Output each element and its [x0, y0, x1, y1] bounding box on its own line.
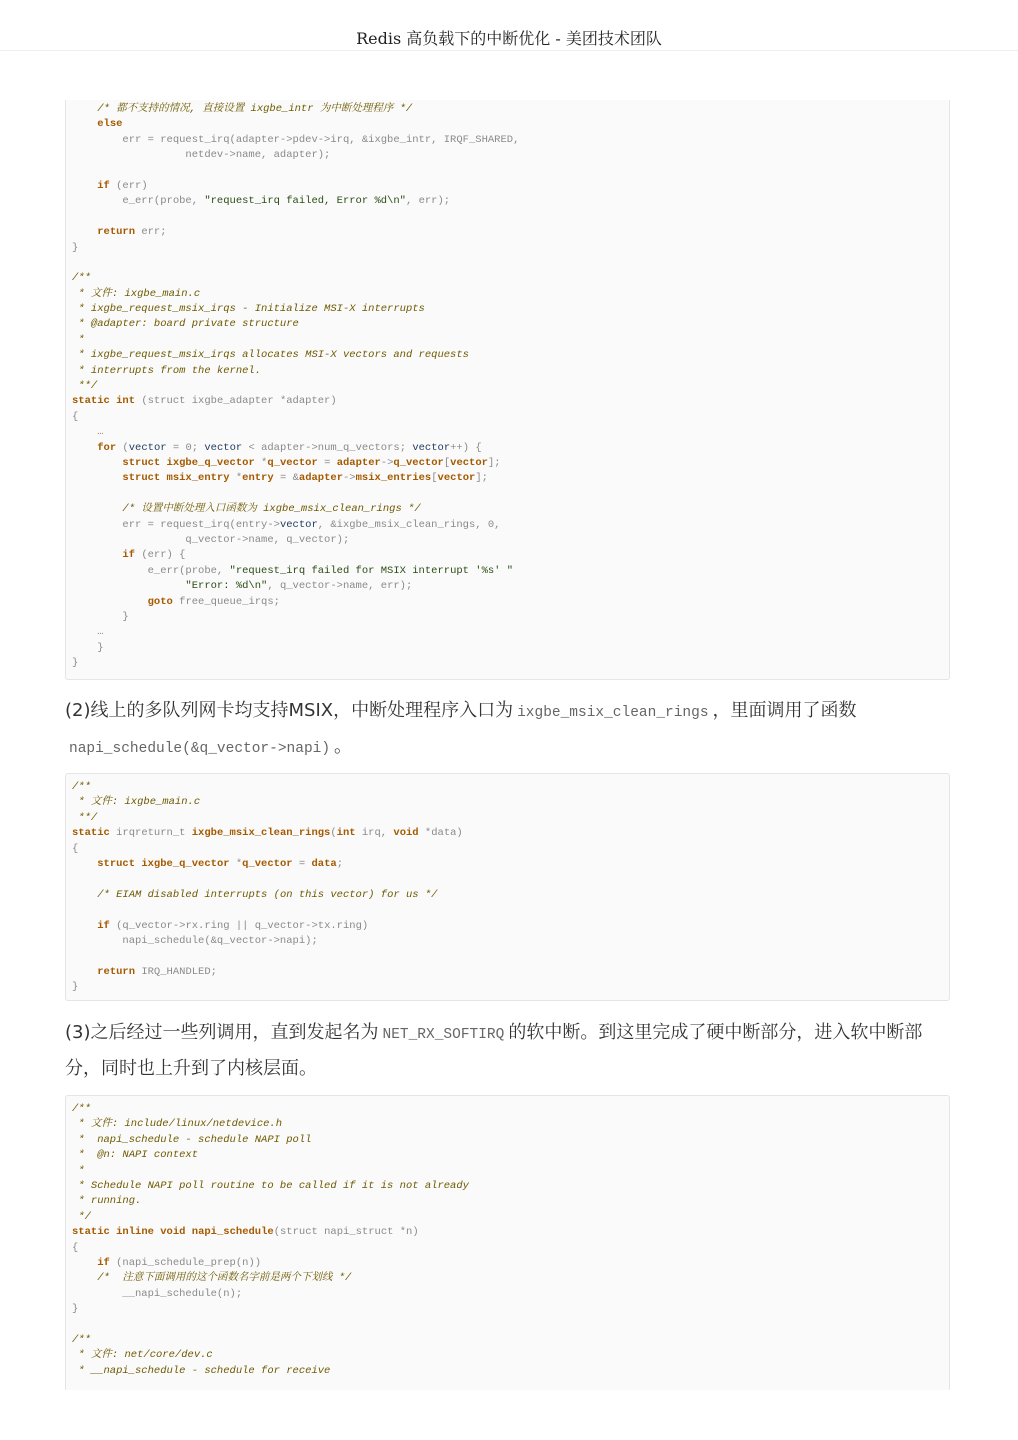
code-token	[72, 1272, 97, 1284]
code-token: * napi_schedule - schedule NAPI poll	[72, 1133, 312, 1146]
code-line	[72, 610, 949, 625]
code-line	[72, 102, 949, 117]
code-line	[72, 1348, 949, 1363]
code-token: goto	[147, 595, 173, 608]
inline-code: ixgbe_msix_clean_rings	[517, 705, 709, 721]
code-line	[72, 302, 949, 317]
code-line	[72, 1241, 949, 1256]
code-line	[72, 471, 949, 486]
code-token: "request_irq failed for MSIX interrupt '%s' "	[229, 564, 514, 577]
code-token: =	[317, 456, 337, 469]
code-token: /**	[72, 272, 91, 285]
code-token	[72, 472, 122, 484]
code-line	[72, 919, 949, 934]
code-token: , &ixgbe_msix_clean_rings, 0,	[317, 518, 501, 531]
code-token: [	[443, 456, 451, 469]
code-line	[72, 949, 949, 964]
code-line	[72, 456, 949, 471]
code-token: ];	[487, 456, 501, 469]
code-token: irqreturn_t	[109, 827, 192, 840]
code-token: *	[72, 333, 85, 346]
code-token: *	[254, 456, 268, 469]
code-token: ++) {	[450, 441, 482, 454]
code-token: /**	[72, 1333, 91, 1346]
code-token: vector	[204, 441, 243, 454]
code-token: err = request_irq(entry->	[72, 518, 280, 531]
code-token: < adapter->num_q_vectors;	[242, 441, 413, 454]
code-token: msix_entries	[355, 472, 432, 485]
code-token: vector	[128, 441, 167, 454]
inline-code: NET_RX_SOFTIRQ	[382, 1027, 505, 1043]
code-line	[72, 210, 949, 225]
code-token: (err)	[109, 179, 148, 192]
code-token: * 文件: net/core/dev.c	[72, 1349, 213, 1362]
code-token	[72, 503, 122, 515]
code-line	[72, 965, 949, 980]
code-token: =	[292, 857, 312, 870]
code-line	[72, 1164, 949, 1179]
code-token: if	[97, 919, 110, 932]
code-token: napi_schedule(&q_vector->napi);	[72, 934, 318, 947]
code-token: vector	[437, 472, 476, 485]
code-token: (struct ixgbe_adapter *adapter)	[135, 395, 337, 408]
code-line	[72, 425, 949, 440]
code-line	[72, 548, 949, 563]
code-line	[72, 518, 949, 533]
code-line	[72, 1225, 949, 1240]
code-line	[72, 641, 949, 656]
code-token	[72, 858, 97, 870]
code-line	[72, 487, 949, 502]
code-token: /* EIAM disabled interrupts (on this vector) for us */	[97, 888, 438, 901]
code-token: …	[72, 426, 104, 439]
code-token: err;	[135, 226, 167, 239]
code-token: struct ixgbe_q_vector	[97, 857, 230, 870]
code-token: return	[97, 965, 136, 978]
code-line	[72, 533, 949, 548]
code-token: (	[330, 827, 337, 840]
code-token	[72, 549, 122, 561]
code-block-3	[65, 1095, 950, 1390]
code-line	[72, 1102, 949, 1117]
code-line	[72, 1271, 949, 1286]
code-token: q_vector	[242, 857, 293, 870]
code-token: *data)	[418, 827, 463, 840]
code-token: * __napi_schedule - schedule for receive	[72, 1364, 331, 1377]
page-header	[0, 0, 1018, 51]
code-token: = 0;	[166, 441, 205, 454]
code-token: else	[97, 118, 123, 131]
code-line	[72, 317, 949, 332]
code-line	[72, 625, 949, 640]
code-token: */	[72, 1210, 91, 1223]
code-line	[72, 934, 949, 949]
code-line	[72, 379, 949, 394]
code-token: adapter	[298, 472, 343, 485]
code-token: **/	[72, 811, 98, 824]
code-token: * @adapter: board private structure	[72, 318, 299, 331]
code-token: err = request_irq(adapter->pdev->irq, &ixgbe_intr, IRQF_SHARED,	[72, 133, 520, 146]
code-token: free_queue_irqs;	[172, 595, 280, 608]
code-token	[72, 966, 97, 978]
code-token: q_vector	[393, 456, 444, 469]
code-token: , q_vector->name, err);	[267, 580, 413, 593]
code-token: return	[97, 226, 136, 239]
code-token	[72, 1257, 97, 1269]
code-token: /**	[72, 781, 91, 793]
code-token: static	[72, 395, 110, 408]
paragraph-softirq	[65, 1016, 950, 1085]
code-token: if	[122, 549, 136, 562]
code-line	[72, 826, 949, 841]
code-token: IRQ_HANDLED;	[135, 965, 217, 978]
code-line	[72, 256, 949, 271]
code-token: static	[72, 1226, 110, 1239]
code-line	[72, 903, 949, 918]
code-line	[72, 287, 949, 302]
code-line	[72, 780, 949, 795]
code-token	[72, 596, 148, 608]
code-token: __napi_schedule(n);	[72, 1287, 243, 1300]
code-line	[72, 1287, 949, 1302]
code-line	[72, 595, 949, 610]
code-block-1	[65, 100, 950, 680]
code-token: }	[72, 1303, 79, 1316]
code-token: for	[97, 441, 117, 454]
code-token: * interrupts from the kernel.	[72, 364, 262, 377]
code-line	[72, 579, 949, 594]
code-token: /* 注意下面调用的这个函数名字前是两个下划线 */	[97, 1272, 352, 1285]
code-line	[72, 225, 949, 240]
code-token: }	[72, 657, 79, 670]
code-token: * ixgbe_request_msix_irqs allocates MSI-X vectors and requests	[72, 349, 469, 362]
code-line	[72, 1333, 949, 1348]
code-token: **/	[72, 380, 98, 393]
code-line	[72, 1117, 949, 1132]
code-token: void	[160, 1226, 186, 1239]
code-token	[72, 920, 97, 932]
code-token	[72, 889, 97, 901]
code-line	[72, 441, 949, 456]
code-block-2	[65, 773, 950, 1001]
code-line	[72, 980, 949, 995]
code-token: (q_vector->rx.ring || q_vector->tx.ring)	[109, 919, 369, 932]
code-token: [	[431, 472, 438, 485]
code-line	[72, 364, 949, 379]
code-token: {	[72, 842, 79, 855]
code-token: if	[97, 1256, 110, 1269]
code-token: e_err(probe,	[72, 195, 205, 208]
code-token: * running.	[72, 1195, 142, 1208]
paragraph-text: 的软中断。到这里完成了硬中断部分，进入软中断部分，同时也上升到了内核层面。	[65, 1022, 923, 1079]
code-line	[72, 564, 949, 579]
code-line	[72, 1302, 949, 1317]
code-token: napi_schedule	[191, 1226, 274, 1239]
code-line	[72, 811, 949, 826]
code-line	[72, 842, 949, 857]
code-token: * 文件: include/linux/netdevice.h	[72, 1118, 283, 1131]
code-token	[72, 457, 122, 469]
code-line	[72, 1148, 949, 1163]
code-line	[72, 348, 949, 363]
code-line	[72, 117, 949, 132]
code-token: vector	[412, 441, 451, 454]
code-token	[72, 580, 185, 592]
code-token: * 文件: ixgbe_main.c	[72, 796, 201, 809]
code-token: (struct napi_struct *n)	[273, 1226, 419, 1239]
inline-code: napi_schedule(&q_vector->napi)	[69, 741, 331, 757]
code-token: static	[72, 827, 110, 840]
paragraph-text: 。	[334, 736, 353, 757]
code-line	[72, 872, 949, 887]
code-line	[72, 502, 949, 517]
code-token: struct ixgbe_q_vector	[122, 456, 255, 469]
code-line	[72, 333, 949, 348]
code-line	[72, 795, 949, 810]
code-token: int	[336, 827, 356, 840]
code-line	[72, 179, 949, 194]
code-token: data	[311, 857, 337, 870]
code-token: e_err(probe,	[72, 564, 230, 577]
code-line	[72, 410, 949, 425]
paragraph-msix	[65, 694, 950, 766]
code-line	[72, 888, 949, 903]
code-token	[72, 118, 97, 130]
code-line	[72, 1364, 949, 1379]
code-token: ->	[343, 472, 356, 485]
code-token: * ixgbe_request_msix_irqs - Initialize MSI-X interrupts	[72, 303, 425, 316]
code-token: q_vector->name, q_vector);	[72, 533, 350, 546]
code-line	[72, 1317, 949, 1332]
code-token: vector	[279, 518, 318, 531]
code-token: void	[393, 827, 419, 840]
code-token: int	[116, 395, 136, 408]
code-token: …	[72, 626, 104, 639]
code-line	[72, 133, 949, 148]
code-token: (	[116, 441, 129, 454]
code-token: {	[72, 1241, 79, 1254]
code-token: if	[97, 179, 110, 192]
code-token: }	[72, 610, 129, 623]
code-token: inline	[116, 1226, 154, 1239]
code-token: {	[72, 410, 79, 423]
code-line	[72, 1194, 949, 1209]
code-token: * @n: NAPI context	[72, 1149, 199, 1162]
code-line	[72, 164, 949, 179]
code-token: q_vector	[267, 456, 318, 469]
code-token: /* 设置中断处理入口函数为 ixgbe_msix_clean_rings */	[122, 503, 421, 516]
code-token: ];	[475, 472, 488, 485]
code-line	[72, 857, 949, 872]
code-token: * 文件: ixgbe_main.c	[72, 287, 201, 300]
code-token: "Error: %d\n"	[185, 580, 268, 593]
code-line	[72, 1210, 949, 1225]
paragraph-text: (2)线上的多队列网卡均支持MSIX，中断处理程序入口为	[65, 700, 514, 721]
code-token: vector	[450, 456, 488, 469]
code-token	[72, 180, 97, 192]
code-line	[72, 1256, 949, 1271]
code-token: /**	[72, 1103, 91, 1115]
code-token	[72, 226, 97, 238]
code-token: adapter	[336, 456, 381, 469]
code-token	[72, 442, 97, 454]
paragraph-text: ，里面调用了函数	[712, 700, 857, 721]
code-token: "request_irq failed, Error %d\n"	[204, 195, 406, 208]
code-line	[72, 271, 949, 286]
code-token: ixgbe_msix_clean_rings	[191, 827, 331, 840]
code-token: = &	[273, 472, 299, 485]
code-token: /* 都不支持的情况, 直接设置 ixgbe_intr 为中断处理程序 */	[97, 103, 413, 115]
paragraph-text: (3)之后经过一些列调用，直到发起名为	[65, 1022, 379, 1043]
code-line	[72, 394, 949, 409]
code-token: *	[229, 857, 243, 870]
code-token: }	[72, 641, 104, 654]
code-line	[72, 241, 949, 256]
code-token: irq,	[355, 827, 394, 840]
code-token: ;	[336, 857, 344, 870]
code-token: (napi_schedule_prep(n))	[109, 1256, 262, 1269]
code-token: struct msix_entry	[122, 472, 230, 485]
code-token: *	[229, 472, 243, 485]
code-token: netdev->name, adapter);	[72, 149, 331, 162]
code-line	[72, 656, 949, 671]
code-token: }	[72, 981, 79, 994]
code-token	[72, 103, 97, 115]
code-token: ->	[380, 456, 394, 469]
code-token: (err) {	[135, 549, 186, 562]
code-token: entry	[242, 472, 274, 485]
code-line	[72, 148, 949, 163]
code-token: , err);	[405, 195, 451, 208]
code-line	[72, 1179, 949, 1194]
code-line	[72, 1133, 949, 1148]
code-line	[72, 194, 949, 209]
code-token: *	[72, 1164, 85, 1177]
code-token: * Schedule NAPI poll routine to be called if it is not already	[72, 1179, 469, 1192]
code-token: }	[72, 241, 79, 254]
page-title: Redis 高负载下的中断优化 - 美团技术团队	[356, 29, 662, 48]
